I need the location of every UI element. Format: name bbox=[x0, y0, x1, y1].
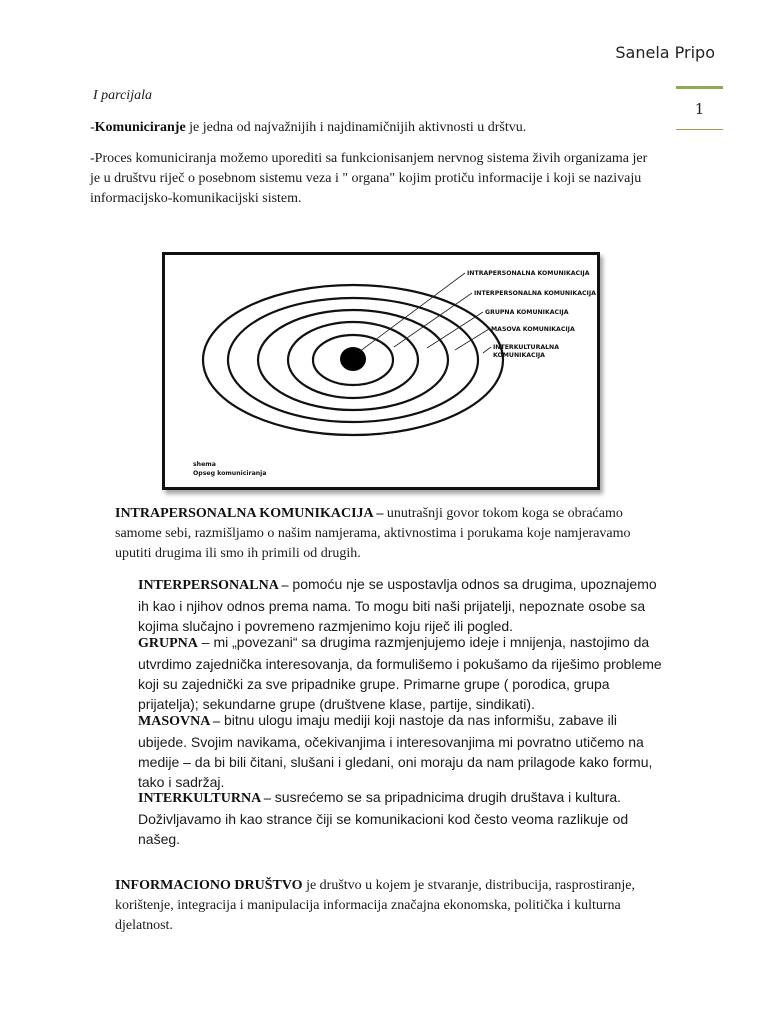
intro-paragraph-1 bbox=[90, 118, 650, 138]
term-intrapersonalna: INTRAPERSONALNA KOMUNIKACIJA – bbox=[115, 506, 384, 521]
figure-caption-shema: shema bbox=[193, 461, 216, 468]
core-dot bbox=[340, 347, 366, 371]
pointer-line-4 bbox=[455, 329, 489, 350]
page-number-rule-top bbox=[676, 86, 723, 89]
definition-grupna bbox=[138, 632, 668, 714]
definition-intrapersonalna bbox=[115, 504, 655, 564]
figure-caption-title: Opseg komuniciranja bbox=[193, 470, 267, 477]
pointer-line-3 bbox=[427, 312, 483, 348]
text-interpersonalna: pomoću nje se uspostavlja odnos sa drugima, upoznajemo ih kao i njihov odnos prema nama. To mogu biti naši prijatelji, nepoznate osobe sa kojima slučajno i povremeno razmjenimo koju riječ ili pogled. bbox=[138, 576, 657, 634]
definition-masovna bbox=[138, 710, 668, 792]
term-informaciono-drustvo: INFORMACIONO DRUŠTVO bbox=[115, 878, 303, 893]
communication-scope-figure bbox=[162, 252, 600, 490]
term-interpersonalna: INTERPERSONALNA – bbox=[138, 578, 289, 593]
text-informaciono-drustvo: je društvo u kojem je stvaranje, distribucija, rasprostiranje, korištenje, integracija i manipulacija informacija značajna ekonomska, politička i kulturna djelatnost. bbox=[115, 878, 635, 933]
text-grupna: – mi „povezani“ sa drugima razmjenjujemo ideje i mnijenja, nastojimo da utvrdimo zajednička interesovanja, da formulišemo i pokušamo da riješimo probleme koji su zajednički za sve pripadnike grupe. Primarne grupe ( porodica, grupa prijatelja); sekundarne grupe (društvene klase, partije, sindikati). bbox=[138, 634, 662, 712]
label-masova: MASOVA KOMUNIKACIJA bbox=[491, 326, 575, 333]
text-interkulturna: susrećemo se sa pripadnicima drugih društava i kultura. Doživljavamo ih kao strance čiji se komunikacioni kod često veoma razlikuje od našeg. bbox=[138, 789, 629, 847]
definition-informaciono-drustvo bbox=[115, 876, 655, 936]
label-komunikacija: KOMUNIKACIJA bbox=[493, 352, 545, 359]
text-masovna: bitnu ulogu imaju mediji koji nastoje da nas informišu, zabave ili ubijede. Svojim navikama, očekivanjima i interesovanjima mi povratno utičemo na medije – da bi bili čitani, slušani i gledani, oni moraju da nam prilagode kako formu, tako i sadržaj. bbox=[138, 712, 653, 790]
term-interkulturna: INTERKULTURNA – bbox=[138, 791, 271, 806]
author-name: Sanela Pripo bbox=[615, 43, 715, 62]
concentric-circles-diagram bbox=[165, 255, 597, 487]
label-intrapersonalna: INTRAPERSONALNA KOMUNIKACIJA bbox=[467, 270, 590, 277]
section-label: I parcijala bbox=[93, 88, 152, 103]
label-interpersonalna: INTERPERSONALNA KOMUNIKACIJA bbox=[474, 290, 596, 297]
intro-p1-text: je jedna od najvažnijih i najdinamičnijih aktivnosti u drštvu. bbox=[185, 120, 527, 135]
term-komuniciranje: Komuniciranje bbox=[94, 120, 186, 135]
pointer-line-5 bbox=[483, 347, 491, 353]
dash: - bbox=[90, 120, 95, 135]
page-number: 1 bbox=[694, 100, 705, 118]
page-number-rule-bottom bbox=[676, 129, 723, 130]
term-masovna: MASOVNA – bbox=[138, 714, 221, 729]
term-grupna: GRUPNA bbox=[138, 636, 198, 651]
label-grupna: GRUPNA KOMUNIKACIJA bbox=[485, 309, 569, 316]
pointer-line-2 bbox=[394, 293, 472, 347]
text-intrapersonalna: unutrašnji govor tokom koga se obraćamo samome sebi, razmišljamo o našim namjerama, aktivnostima i porukama koje namjeravamo uputiti drugima ili smo ih primili od drugih. bbox=[115, 506, 631, 561]
label-interkulturalna: INTERKULTURALNA bbox=[493, 344, 560, 351]
definition-interpersonalna bbox=[138, 574, 668, 636]
intro-paragraph-2: -Proces komuniciranja možemo uporediti sa funkcionisanjem nervnog sistema živih organizama jer je u društvu riječ o posebnom sistemu veza i " organa" kojim protiču informacije i koji se nazivaju informacijsko-komunikacijski sistem. bbox=[90, 151, 648, 206]
definition-interkulturna bbox=[138, 787, 658, 849]
